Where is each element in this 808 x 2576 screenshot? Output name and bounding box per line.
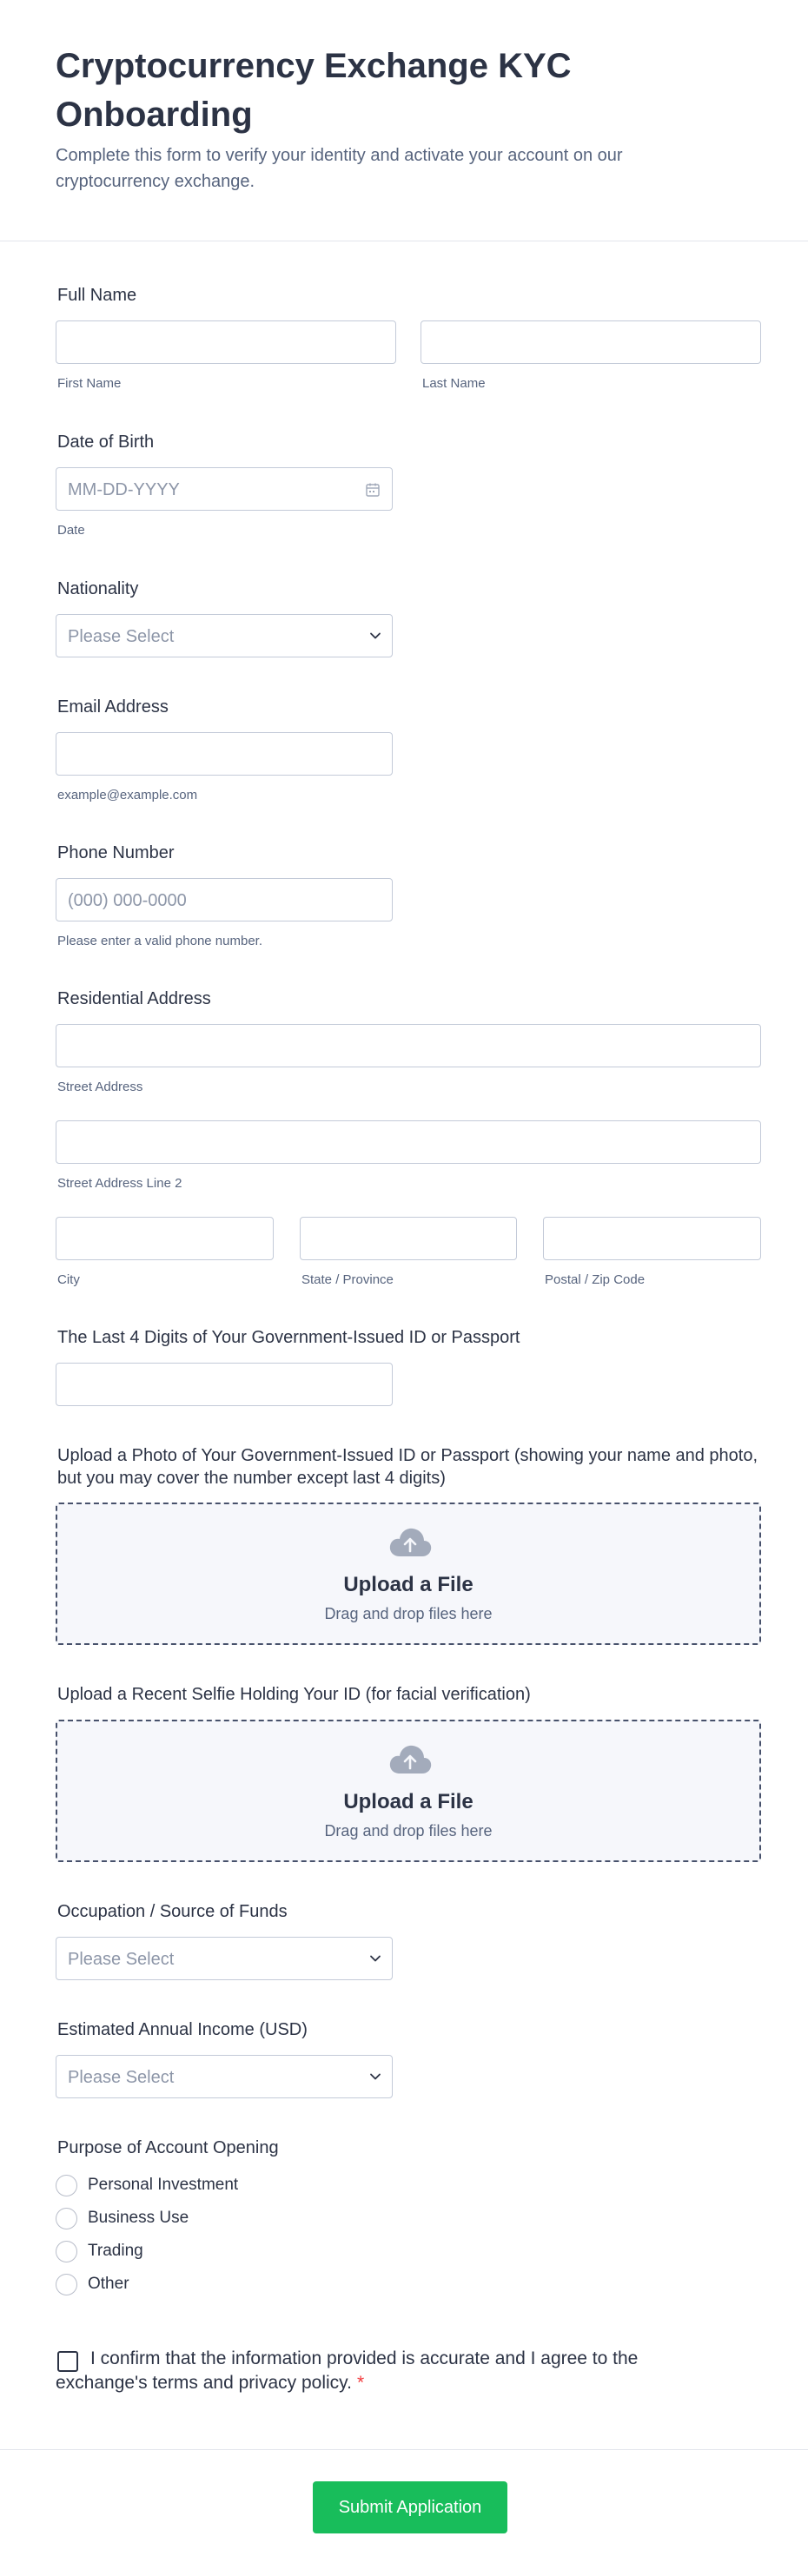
income-select[interactable] (56, 2055, 393, 2098)
dob-input[interactable] (56, 467, 393, 511)
full-name-section (56, 284, 136, 307)
purpose-label: Purpose of Account Opening (57, 2138, 279, 2157)
nationality-placeholder: Please Select (68, 627, 175, 646)
state-input[interactable] (300, 1217, 517, 1260)
email-sublabel: example@example.com (57, 788, 198, 803)
state-sublabel: State / Province (301, 1272, 394, 1287)
full-name-label: Full Name (57, 286, 137, 305)
street-address-sublabel: Street Address (57, 1080, 143, 1094)
chevron-down-icon (369, 1952, 381, 1965)
radio-button[interactable] (56, 2175, 77, 2196)
occupation-placeholder: Please Select (68, 1950, 175, 1969)
chevron-down-icon (369, 630, 381, 642)
id-digits-section (56, 1326, 520, 1349)
consent-checkbox[interactable] (57, 2351, 78, 2372)
dob-label: Date of Birth (57, 433, 155, 452)
last-name-input[interactable] (421, 320, 761, 364)
consent-text: I confirm that the information provided is accurate and I agree to the exchange's terms and privacy policy. (56, 2348, 639, 2393)
phone-sublabel: Please enter a valid phone number. (57, 934, 262, 948)
phone-input[interactable] (56, 878, 393, 921)
first-name-sublabel: First Name (57, 376, 122, 391)
id-upload-section (56, 1444, 761, 1489)
purpose-option-label: Trading (88, 2242, 143, 2260)
id-upload-label: Upload a Photo of Your Government-Issued ID or Passport (showing your name and photo, but you may cover the number except last 4 digits) (57, 1446, 758, 1488)
email-label: Email Address (57, 697, 169, 717)
submit-button[interactable]: Submit Application (313, 2481, 507, 2533)
last-name-sublabel: Last Name (422, 376, 486, 391)
street-address-input[interactable] (56, 1024, 761, 1067)
purpose-option-label: Personal Investment (88, 2176, 239, 2194)
selfie-upload-section (56, 1683, 531, 1706)
city-input[interactable] (56, 1217, 274, 1260)
selfie-upload-subtitle: Drag and drop files here (324, 1822, 493, 1840)
selfie-upload-dropzone[interactable] (56, 1720, 761, 1862)
occupation-label: Occupation / Source of Funds (57, 1902, 288, 1921)
address-label: Residential Address (57, 989, 211, 1008)
id-upload-title: Upload a File (343, 1573, 474, 1596)
occupation-select[interactable] (56, 1937, 393, 1980)
dob-sublabel: Date (57, 523, 85, 538)
occupation-section (56, 1900, 288, 1923)
required-mark: * (356, 2373, 365, 2393)
page-subtitle: Complete this form to verify your identity and activate your account on our cryptocurrency exchange. (56, 146, 623, 191)
purpose-option[interactable] (56, 2173, 238, 2197)
nationality-label: Nationality (57, 579, 139, 598)
phone-label: Phone Number (57, 843, 175, 862)
first-name-input[interactable] (56, 320, 396, 364)
id-digits-input[interactable] (56, 1363, 393, 1406)
income-section (56, 2018, 308, 2041)
dob-placeholder: MM-DD-YYYY (68, 480, 180, 499)
selfie-upload-title: Upload a File (343, 1790, 474, 1813)
purpose-option[interactable] (56, 2206, 189, 2230)
phone-placeholder: (000) 000-0000 (68, 891, 187, 910)
dob-section (56, 431, 154, 453)
purpose-section (56, 2137, 279, 2159)
form-header (0, 0, 808, 241)
phone-section (56, 842, 175, 864)
selfie-upload-label: Upload a Recent Selfie Holding Your ID (for facial verification) (57, 1685, 531, 1704)
id-upload-subtitle: Drag and drop files here (324, 1605, 493, 1622)
id-digits-label: The Last 4 Digits of Your Government-Issued ID or Passport (57, 1328, 520, 1347)
street-address-line2-sublabel: Street Address Line 2 (57, 1176, 182, 1191)
city-sublabel: City (57, 1272, 80, 1287)
nationality-select[interactable] (56, 614, 393, 657)
email-input[interactable] (56, 732, 393, 776)
street-address-line2-input[interactable] (56, 1120, 761, 1164)
email-section (56, 696, 169, 718)
cloud-upload-icon (387, 1742, 433, 1777)
radio-button[interactable] (56, 2208, 77, 2229)
purpose-option-label: Other (88, 2275, 129, 2293)
page-title: Cryptocurrency Exchange KYC Onboarding (56, 47, 572, 134)
zip-input[interactable] (543, 1217, 761, 1260)
id-upload-dropzone[interactable] (56, 1503, 761, 1645)
purpose-option[interactable] (56, 2239, 143, 2263)
purpose-option[interactable] (56, 2272, 129, 2296)
consent-text-block (56, 2347, 681, 2395)
cloud-upload-icon (387, 1525, 433, 1560)
radio-button[interactable] (56, 2241, 77, 2262)
nationality-section (56, 578, 138, 600)
income-placeholder: Please Select (68, 2068, 175, 2087)
chevron-down-icon (369, 2071, 381, 2083)
address-section (56, 987, 211, 1010)
income-label: Estimated Annual Income (USD) (57, 2020, 308, 2039)
purpose-option-label: Business Use (88, 2209, 189, 2227)
footer-divider (0, 2449, 808, 2450)
zip-sublabel: Postal / Zip Code (545, 1272, 646, 1287)
radio-button[interactable] (56, 2274, 77, 2295)
calendar-icon[interactable] (364, 481, 381, 499)
